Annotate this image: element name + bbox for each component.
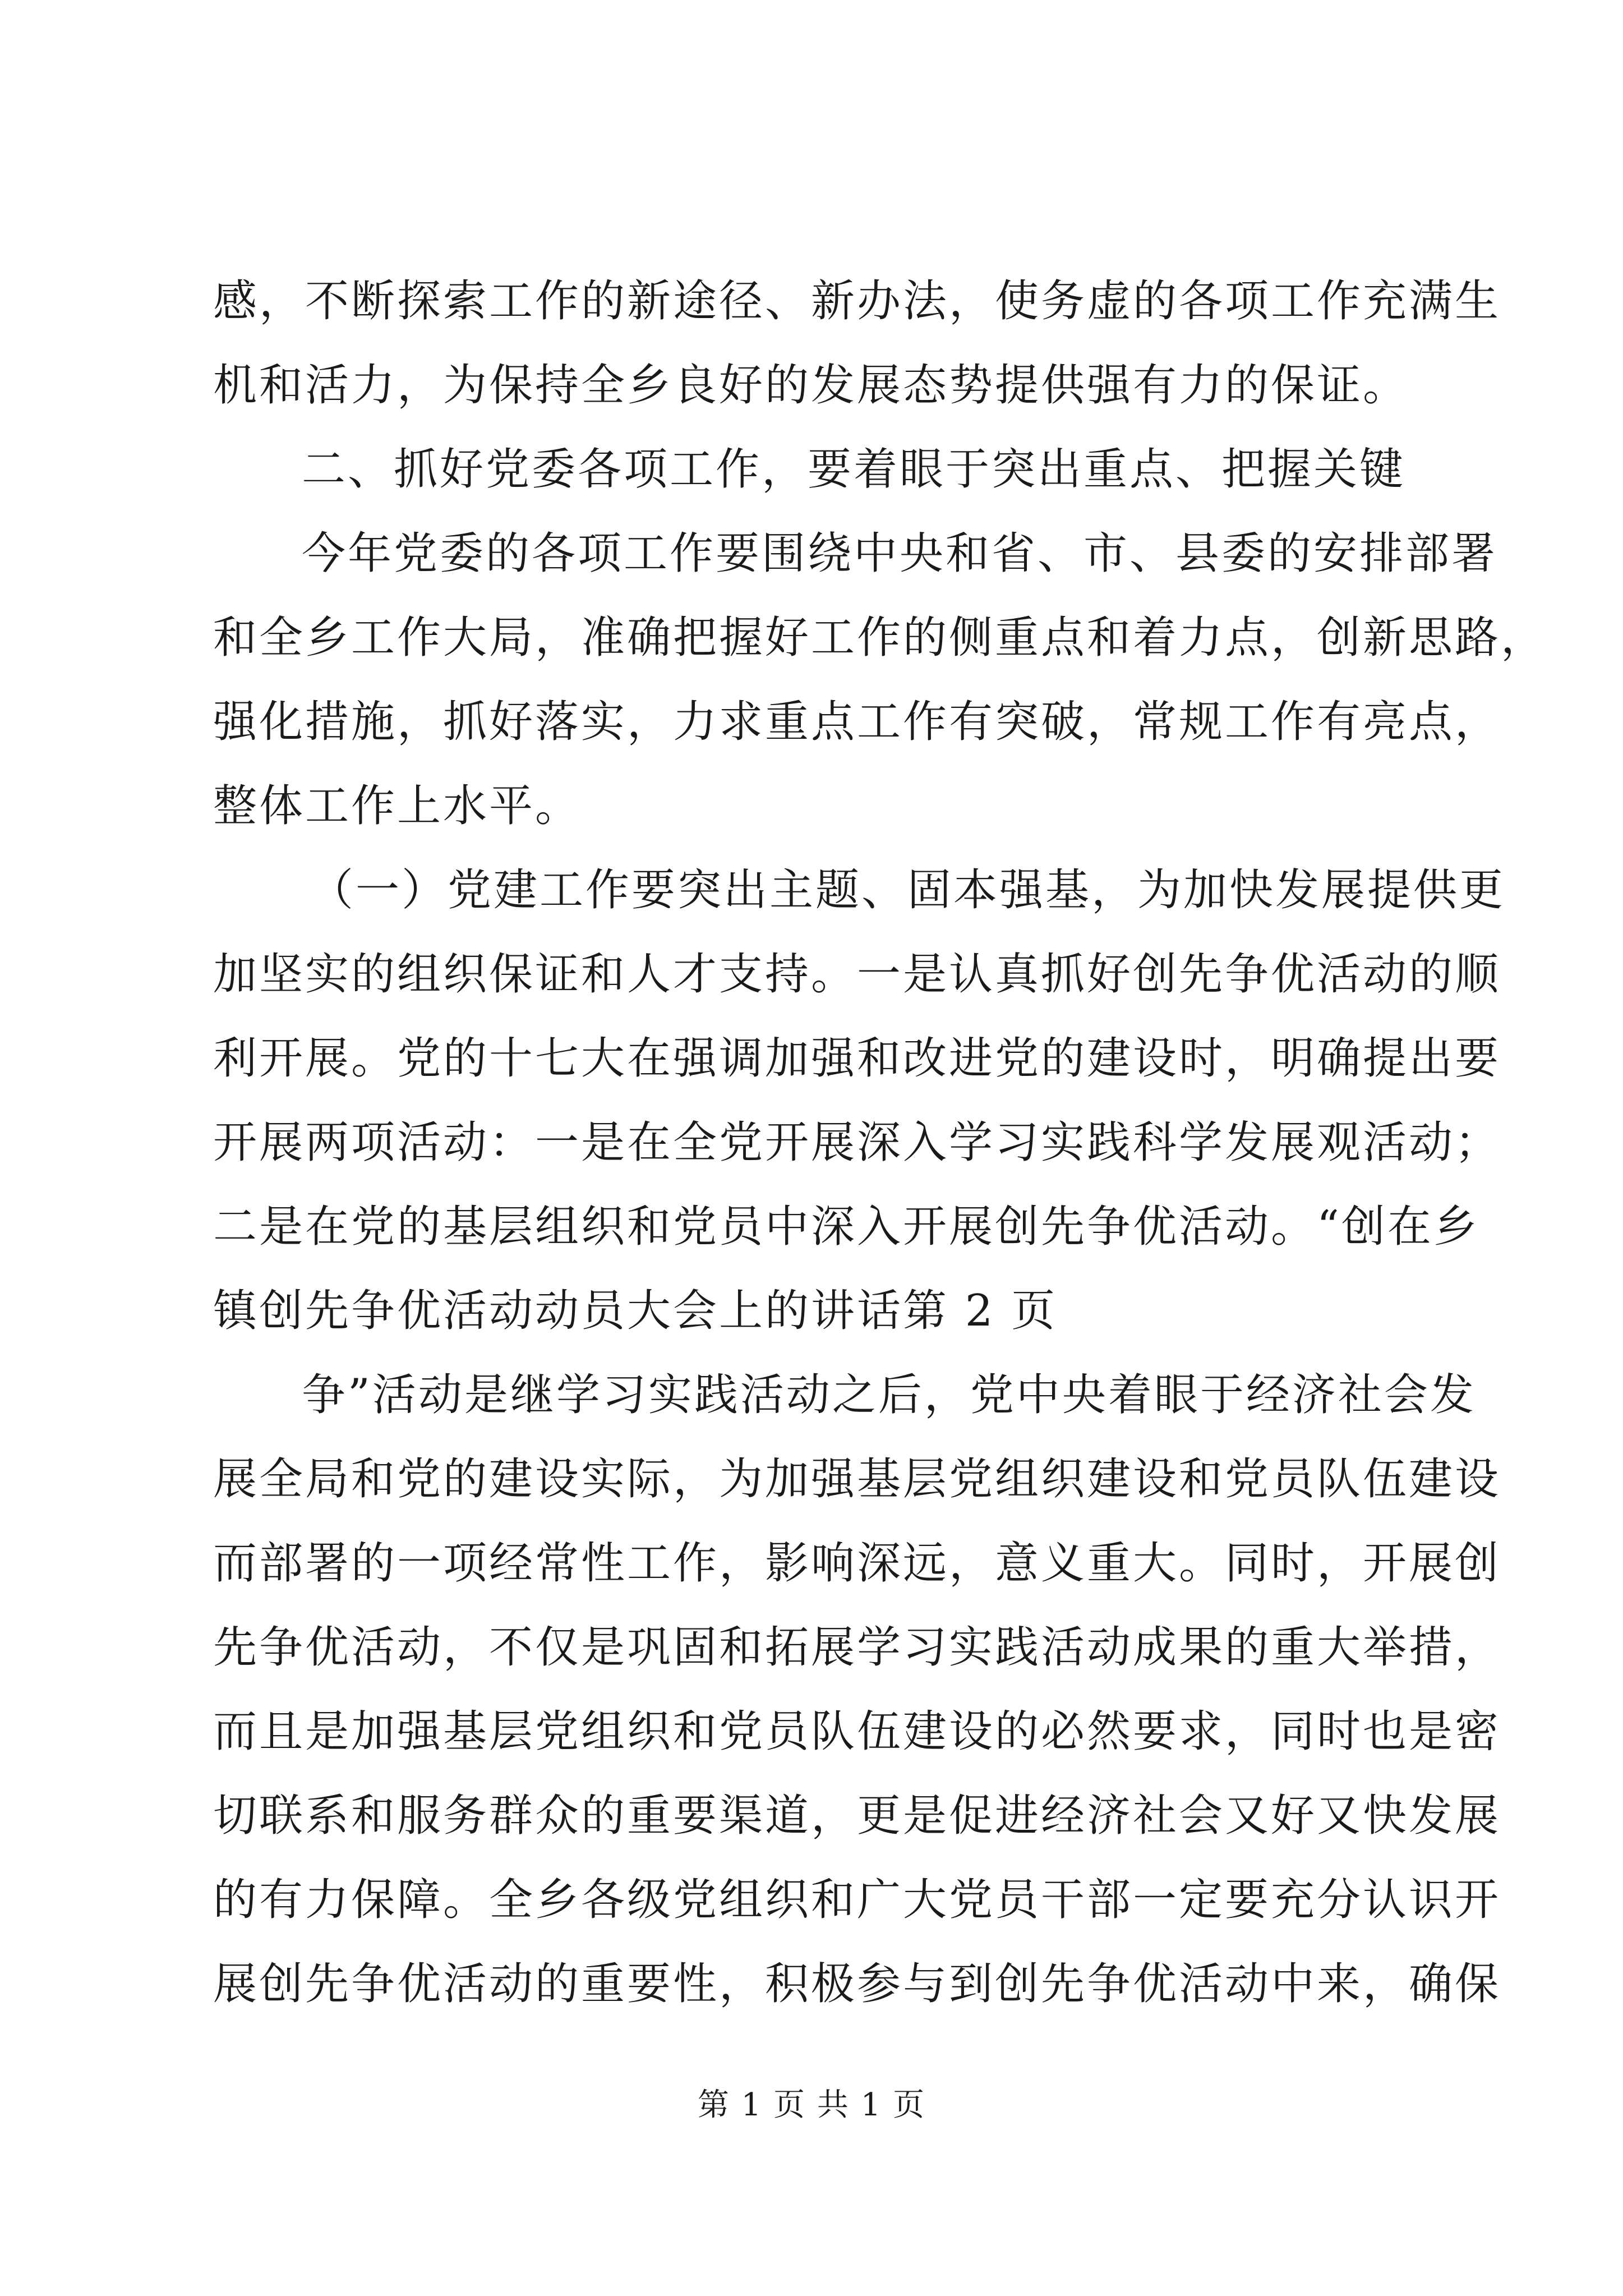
paragraph-line: 而且是加强基层党组织和党员队伍建设的必然要求，同时也是密 (213, 1706, 1501, 1757)
paragraph-line: 镇创先争优活动动员大会上的讲话第 2 页 (213, 1286, 1058, 1336)
page-footer: 第 1 页 共 1 页 (697, 2087, 926, 2123)
paragraph-line: 二是在党的基层组织和党员中深入开展创先争优活动。“创在乡 (213, 1202, 1479, 1252)
section-heading: 二、抓好党委各项工作，要着眼于突出重点、把握关键 (302, 444, 1406, 495)
paragraph-line: 加坚实的组织保证和人才支持。一是认真抓好创先争优活动的顺 (213, 949, 1501, 1000)
paragraph-line: 先争优活动，不仅是巩固和拓展学习实践活动成果的重大举措， (213, 1622, 1501, 1673)
paragraph-line: 整体工作上水平。 (213, 781, 582, 831)
subsection-heading-line: （一）党建工作要突出主题、固本强基，为加快发展提供更 (310, 865, 1506, 915)
paragraph-line: 而部署的一项经常性工作，影响深远，意义重大。同时，开展创 (213, 1538, 1501, 1589)
paragraph-line: 切联系和服务群众的重要渠道，更是促进经济社会又好又快发展 (213, 1791, 1501, 1841)
paragraph-line: 展全局和党的建设实际，为加强基层党组织建设和党员队伍建设 (213, 1454, 1501, 1504)
paragraph-line: 机和活力，为保持全乡良好的发展态势提供强有力的保证。 (213, 360, 1409, 411)
document-body (213, 259, 1547, 2026)
paragraph-line: 强化措施，抓好落实，力求重点工作有突破，常规工作有亮点， (213, 697, 1501, 747)
paragraph-line: 开展两项活动：一是在全党开展深入学习实践科学发展观活动； (213, 1117, 1501, 1168)
paragraph-line: 和全乡工作大局，准确把握好工作的侧重点和着力点，创新思路， (213, 613, 1547, 663)
paragraph-line: 的有力保障。全乡各级党组织和广大党员干部一定要充分认识开 (213, 1875, 1501, 1925)
paragraph-line: 利开展。党的十七大在强调加强和改进党的建设时，明确提出要 (213, 1033, 1501, 1084)
paragraph-line: 争”活动是继学习实践活动之后，党中央着眼于经济社会发 (302, 1370, 1476, 1420)
paragraph-line: 感，不断探索工作的新途径、新办法，使务虚的各项工作充满生 (213, 276, 1501, 326)
paragraph-line: 今年党委的各项工作要围绕中央和省、市、县委的安排部署 (302, 528, 1498, 579)
paragraph-line: 展创先争优活动的重要性，积极参与到创先争优活动中来，确保 (213, 1959, 1501, 2009)
